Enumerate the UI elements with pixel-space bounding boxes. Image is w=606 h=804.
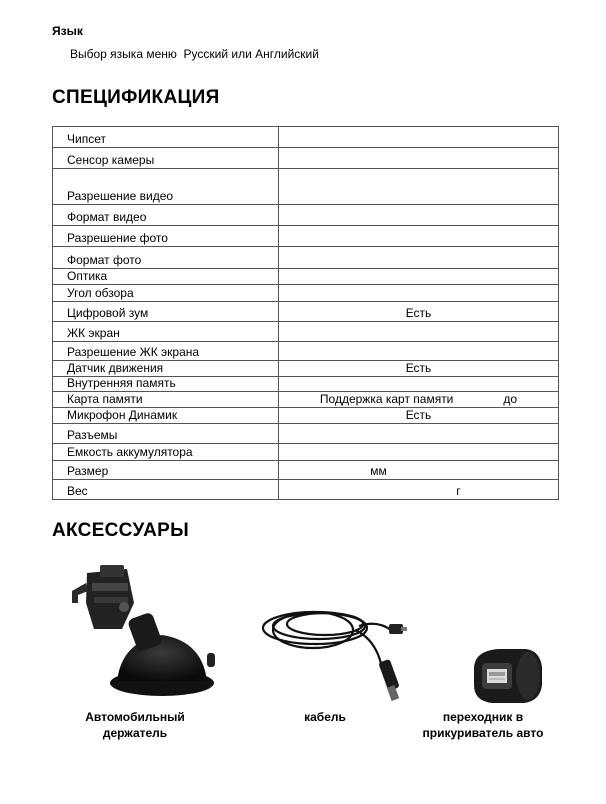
table-row xyxy=(53,444,559,461)
table-row xyxy=(53,302,559,322)
table-row xyxy=(53,424,559,444)
spec-key: Емкость аккумулятора xyxy=(53,444,279,461)
spec-value xyxy=(279,269,559,285)
spec-key: Сенсор камеры xyxy=(53,148,279,169)
spec-value xyxy=(279,424,559,444)
car-holder-label-line2: держатель xyxy=(102,726,168,740)
table-row xyxy=(53,408,559,424)
spec-value xyxy=(279,444,559,461)
car-charger-label-line1: переходник в xyxy=(442,710,524,724)
spec-title: СПЕЦИФИКАЦИЯ xyxy=(52,87,220,108)
spec-value xyxy=(279,226,559,247)
spec-key: Разъемы xyxy=(53,424,279,444)
spec-key: Вес xyxy=(53,480,279,500)
spec-value: Есть xyxy=(279,408,559,424)
language-title: Язык xyxy=(52,24,83,38)
spec-value: мм xyxy=(279,461,559,480)
spec-key: Оптика xyxy=(53,269,279,285)
table-row xyxy=(53,361,559,377)
table-row xyxy=(53,377,559,392)
car-charger-label-line2: прикуриватель авто xyxy=(422,726,544,740)
table-row xyxy=(53,205,559,226)
spec-value xyxy=(279,205,559,226)
spec-value xyxy=(279,247,559,269)
cable-label-line1: кабель xyxy=(304,710,346,724)
table-row xyxy=(53,148,559,169)
spec-key: Карта памяти xyxy=(53,392,279,408)
spec-value: Есть xyxy=(279,302,559,322)
spec-value xyxy=(279,377,559,392)
spec-value: Есть xyxy=(279,361,559,377)
table-row xyxy=(53,226,559,247)
car-holder-label-line1: Автомобильный xyxy=(85,710,185,724)
spec-value xyxy=(279,342,559,361)
table-row xyxy=(53,269,559,285)
spec-value xyxy=(279,148,559,169)
table-row xyxy=(53,127,559,148)
spec-value: Поддержка карт памяти до xyxy=(319,392,518,406)
spec-key: Разрешение видео xyxy=(53,169,279,205)
spec-key: Угол обзора xyxy=(53,285,279,302)
cable-image xyxy=(255,590,415,705)
spec-key: Разрешение фото xyxy=(53,226,279,247)
spec-key: ЖК экран xyxy=(53,322,279,342)
car-charger-label xyxy=(410,709,556,741)
table-row xyxy=(53,480,559,500)
car-charger-image xyxy=(468,645,548,707)
spec-value xyxy=(279,285,559,302)
car-holder-image xyxy=(62,563,222,703)
accessories-title: АКСЕССУАРЫ xyxy=(52,520,190,541)
cable-label xyxy=(290,709,360,725)
table-row xyxy=(53,392,559,408)
spec-value xyxy=(279,127,559,148)
table-row xyxy=(53,461,559,480)
spec-key: Внутренняя память xyxy=(53,377,279,392)
table-row xyxy=(53,169,559,205)
spec-key: Формат фото xyxy=(53,247,279,269)
spec-key: Чипсет xyxy=(53,127,279,148)
spec-value xyxy=(279,169,559,205)
car-holder-label xyxy=(62,709,208,741)
spec-key: Размер xyxy=(53,461,279,480)
spec-key: Формат видео xyxy=(53,205,279,226)
spec-key: Микрофон Динамик xyxy=(53,408,279,424)
spec-key: Датчик движения xyxy=(53,361,279,377)
spec-key: Разрешение ЖК экрана xyxy=(53,342,279,361)
spec-table xyxy=(52,126,559,500)
table-row xyxy=(53,285,559,302)
table-row xyxy=(53,247,559,269)
table-row xyxy=(53,322,559,342)
table-row xyxy=(53,342,559,361)
language-text: Выбор языка меню Русский или Английский xyxy=(70,47,319,61)
spec-key: Цифровой зум xyxy=(53,302,279,322)
spec-value: г xyxy=(279,480,559,500)
spec-value xyxy=(279,322,559,342)
